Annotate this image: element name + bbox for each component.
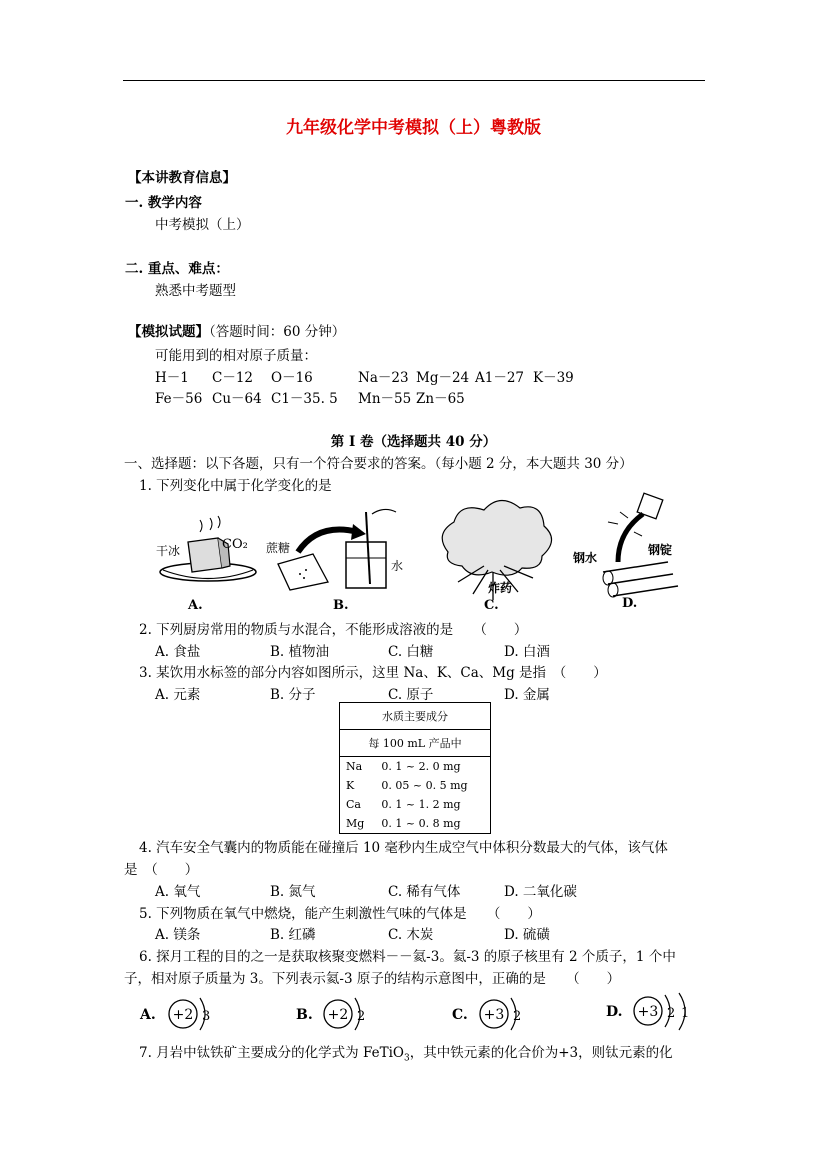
q7-stem-pre: 7. 月岩中钛铁矿主要成分的化学式为 FeTiO	[139, 1045, 404, 1061]
value-cell: 0. 1 ~ 0. 8 mg	[381, 817, 461, 830]
shell-electrons: 1	[681, 1006, 690, 1021]
part-title: 第 I 卷（选择题共 40 分）	[330, 434, 497, 450]
table-row	[340, 814, 491, 834]
water-label-table	[339, 702, 491, 834]
water-caption: 水	[391, 559, 404, 573]
section-2-body: 熟悉中考题型	[155, 283, 236, 299]
shell-electrons: 2	[357, 1009, 366, 1024]
q1-figures	[148, 492, 708, 610]
value-cell: 0. 1 ~ 1. 2 mg	[381, 798, 461, 811]
atomic-mass: Mn－55	[358, 391, 412, 407]
atomic-mass: H－1	[155, 370, 189, 386]
q2-option-d: D. 白酒	[504, 644, 550, 660]
atom-option-label: A.	[140, 1007, 156, 1023]
section-2-heading: 二. 重点、难点：	[125, 261, 229, 277]
shell-electrons: 3	[202, 1009, 211, 1024]
table-row	[340, 795, 491, 814]
atomic-mass: C－12	[212, 370, 254, 386]
sugar-caption: 蔗糖	[266, 541, 291, 555]
q5-option-a: A. 镁条	[155, 927, 201, 943]
q2-option-b: B. 植物油	[270, 644, 330, 660]
q5-option-b: B. 红磷	[270, 927, 316, 943]
q4-option-a: A. 氧气	[155, 884, 201, 900]
value-cell: 0. 1 ~ 2. 0 mg	[381, 760, 461, 773]
q3-option-d: D. 金属	[504, 687, 550, 703]
q3-option-a: A. 元素	[155, 687, 201, 703]
q3-option-c: C. 原子	[388, 687, 434, 703]
element-cell: Na	[346, 760, 363, 773]
nucleus-charge: +2	[327, 1007, 349, 1023]
q4-option-b: B. 氮气	[270, 884, 316, 900]
atom-option-label: D.	[606, 1004, 623, 1020]
water-label-subtitle: 每 100 mL 产品中	[340, 730, 491, 757]
q3-option-b: B. 分子	[270, 687, 316, 703]
dry-ice-caption: 干冰	[156, 544, 181, 558]
atomic-mass: Na－23	[358, 370, 409, 386]
q4-stem-line2: 是 （ ）	[124, 862, 199, 878]
mock-time: （答题时间：60 分钟）	[209, 324, 346, 340]
q5-option-c: C. 木炭	[388, 927, 434, 943]
q3-stem: 3. 某饮用水标签的部分内容如图所示，这里 Na、K、Ca、Mg 是指 （ ）	[139, 665, 607, 681]
q1-label-c: C.	[484, 598, 499, 613]
q1-label-a: A.	[188, 598, 203, 613]
q1-label-b: B.	[333, 598, 349, 613]
atomic-mass: K－39	[533, 370, 574, 386]
molten-steel-caption: 钢水	[573, 551, 598, 565]
q6-stem-line1: 6. 探月工程的目的之一是获取核聚变燃料－－氦-3。氦-3 的原子核里有 2 个质子，1 个中	[139, 949, 676, 965]
co2-caption: CO₂	[222, 537, 248, 552]
q1-stem: 1. 下列变化中属于化学变化的是	[139, 478, 332, 494]
sugar-water-figure	[278, 509, 396, 590]
element-cell: K	[346, 779, 355, 792]
q7-subscript: 3	[403, 1053, 410, 1064]
table-row	[340, 757, 491, 777]
mock-line	[128, 320, 345, 340]
q4-option-d: D. 二氧化碳	[504, 884, 577, 900]
nucleus-charge: +3	[483, 1007, 505, 1023]
q2-stem: 2. 下列厨房常用的物质与水混合，不能形成溶液的是 （ ）	[139, 622, 528, 638]
shell-electrons: 2	[513, 1009, 522, 1024]
atomic-mass: Cu－64	[212, 391, 262, 407]
atomic-mass: Zn－65	[416, 391, 465, 407]
q5-option-d: D. 硫磺	[504, 927, 550, 943]
nucleus-charge: +2	[172, 1007, 194, 1023]
atomic-mass: O－16	[271, 370, 313, 386]
top-rule	[123, 80, 705, 81]
explosive-caption: 炸药	[488, 581, 513, 595]
mock-heading: 【模拟试题】	[128, 324, 209, 340]
atom-option-label: B.	[296, 1007, 313, 1023]
q7-stem-post: ，其中铁元素的化合价为+3，则钛元素的化	[409, 1045, 673, 1061]
q2-option-c: C. 白糖	[388, 644, 434, 660]
atom-option-label: C.	[452, 1007, 468, 1023]
q6-stem-line2: 子，相对原子质量为 3。下列表示氦-3 原子的结构示意图中，正确的是 （ ）	[124, 971, 621, 987]
section-1-heading: 一. 教学内容	[125, 195, 202, 211]
q2-option-a: A. 食盐	[155, 644, 201, 660]
q4-option-c: C. 稀有气体	[388, 884, 461, 900]
nucleus-charge: +3	[637, 1004, 659, 1020]
q4-stem-line1: 4. 汽车安全气囊内的物质能在碰撞后 10 毫秒内生成空气中体积分数最大的气体，该气体	[139, 840, 668, 856]
ingot-caption: 钢锭	[648, 543, 673, 557]
atomic-mass: Fe－56	[155, 391, 203, 407]
q6-atom-diagrams	[130, 990, 710, 1036]
q7-stem	[139, 1041, 673, 1064]
element-cell: Mg	[346, 817, 365, 830]
shell-electrons: 2	[667, 1006, 676, 1021]
table-row	[340, 776, 491, 795]
q5-stem: 5. 下列物质在氧气中燃烧，能产生刺激性气味的气体是 （ ）	[139, 906, 541, 922]
atomic-mass: C1－35. 5	[271, 391, 338, 407]
atomic-mass: A1－27	[475, 370, 525, 386]
choice-intro: 一、选择题：以下各题，只有一个符合要求的答案。（每小题 2 分，本大题共 30 分）	[124, 456, 633, 472]
page-title: 九年级化学中考模拟（上）粤教版	[286, 118, 541, 138]
q1-label-d: D.	[622, 596, 638, 611]
info-header: 【本讲教育信息】	[128, 170, 236, 186]
water-label-title: 水质主要成分	[340, 703, 491, 730]
value-cell: 0. 05 ~ 0. 5 mg	[381, 779, 468, 792]
element-cell: Ca	[346, 798, 361, 811]
section-1-body: 中考模拟（上）	[155, 217, 250, 233]
atomic-mass: Mg－24	[416, 370, 470, 386]
atomic-intro: 可能用到的相对原子质量：	[155, 348, 317, 364]
